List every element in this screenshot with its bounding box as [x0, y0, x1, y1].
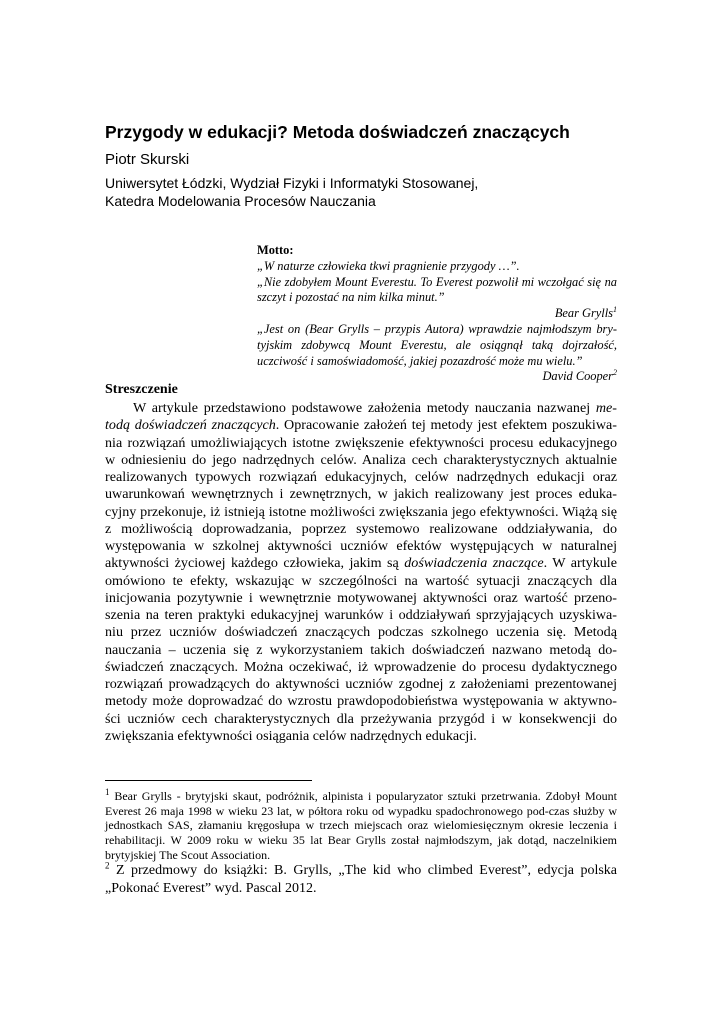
motto-author-1: Bear Grylls$^1$ [554, 305, 617, 321]
paper-title: Przygody w edukacji? Metoda doświadczeń znaczących [105, 122, 570, 142]
footnote-separator [105, 780, 312, 781]
author-name: Piotr Skurski [105, 151, 190, 168]
motto-author-2: David Cooper$^2$ [542, 368, 617, 384]
footnote-2: $^2$ Z przedmowy do książki: B. Grylls, „The kid who climbed Everest”, edycja polska „Pokonać Everest” wyd. Pascal 2012. [105, 860, 618, 896]
footnote-ref-2: 2 [613, 368, 617, 378]
footnote-ref-1: 1 [613, 305, 617, 315]
motto-label: Motto: [257, 243, 294, 257]
abstract-emphasis-method: me-todą doświadczeń znaczących [105, 400, 617, 434]
motto-block [257, 243, 617, 385]
abstract-heading: Streszczenie [105, 382, 178, 397]
motto-quote-1: „W naturze człowieka tkwi pragnienie przygody …”. [257, 258, 520, 273]
affiliation-line-1: Uniwersytet Łódzki, Wydział Fizyki i Informatyki Stosowanej, [105, 175, 479, 191]
footnote-1: $^1$ Bear Grylls - brytyjski skaut, podróżnik, alpinista i popularyzator sztuki przetrwania. Zdobył Mount Everest 26 maja 1998 w wieku 23 lat, w półtora roku od wypadku spadochronowego pod-czas służby w jednostkach SAS, złamaniu kręgosłupa w trzech miejscach oraz wielomiesięcznym okresie leczenia i rehabilitacji. W 2009 roku w wieku 35 lat Bear Grylls został najmłodszym, jak dotąd, naczelnikiem brytyjskiej The Scout Association. [105, 787, 618, 862]
motto-quote-2: „Nie zdobyłem Mount Everestu. To Everest pozwolił mi wczołgać się na szczyt i pozostać na nim kilka minut.” [257, 274, 617, 305]
affiliation-line-2: Katedra Modelowania Procesów Nauczania [105, 193, 376, 209]
abstract-emphasis-experiences: doświadczenia znaczące [404, 555, 544, 572]
abstract-body: W artykule przedstawiono podstawowe założenia metody nauczania nazwanej me-todą doświadczeń znaczących. Opracowanie założeń tej metody jest efektem poszukiwa-nia rozwiązań umożliwiających istotne zwiększenie efektywności procesu edukacyjnego w odniesieniu do jego nadrzędnych celów. Analiza cech charakterystycznych aktualnie realizowanych typowych rozwiązań edukacyjnych, celów nadrzędnych edukacji oraz uwarunkowań wewnętrznych i zewnętrznych, w jakich realizowany jest proces eduka-cyjny przekonuje, iż istnieją istotne możliwości zwiększania jego efektywności. Wiążą się z możliwością doprowadzania, poprzez systemowo realizowane oddziaływania, do występowania w szkolnej aktywności uczniów efektów występujących w naturalnej aktywności życiowej każdego człowieka, jakim są doświadczenia znaczące. W artykule omówiono te efekty, wskazując w szczególności na wartość sytuacji znaczących dla inicjowania pozytywnie i wewnętrznie motywowanej aktywności oraz wartość przeno-szenia na teren praktyki edukacyjnej warunków i oddziaływań sprzyjających uzyskiwa-niu przez uczniów doświadczeń znaczących podczas szkolnego uczenia się. Metodą nauczania – uczenia się z wykorzystaniem takich doświadczeń nazwano metodą do-świadczeń znaczących. Można oczekiwać, iż wprowadzenie do procesu dydaktycznego rozwiązań prowadzących do aktywności uczniów zgodnej z założeniami prezentowanej metody może doprowadzać do wzrostu prawdopodobieństwa występowania w aktywno-ści uczniów cech charakterystycznych dla przeżywania przygód i w konsekwencji do zwiększania efektywności osiągania celów nadrzędnych edukacji. [105, 400, 617, 744]
motto-quote-3: „Jest on (Bear Grylls – przypis Autora) wprawdzie najmłodszym bry-tyjskim zdobywcą Mount Everestu, ale osiągnął taką dojrzałość, uczciwość i samoświadomość, jakiej pozazdrość może mu wielu.” [257, 321, 617, 368]
